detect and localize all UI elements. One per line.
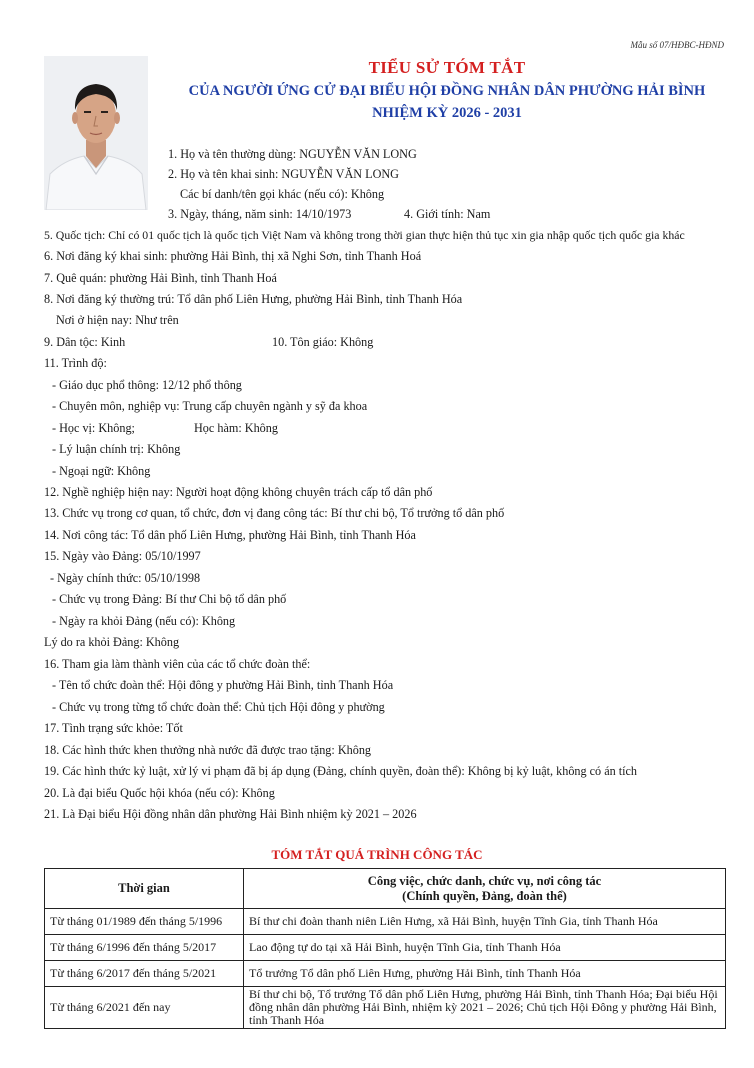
row-work: Bí thư chi đoàn thanh niên Liên Hưng, xã Hải Bình, huyện Tĩnh Gia, tỉnh Thanh Hóa (244, 909, 726, 935)
column-header-work (244, 869, 726, 909)
form-number: Mẫu số 07/HĐBC-HĐND (630, 40, 724, 50)
row-work: Tổ trưởng Tổ dân phố Liên Hưng, phường Hải Bình, tỉnh Thanh Hóa (244, 961, 726, 987)
column-header-work-line2: (Chính quyền, Đảng, đoàn thể) (402, 888, 567, 903)
field-degree: - Học vị: Không; (52, 421, 135, 435)
field-council-delegate: 21. Là Đại biểu Hội đồng nhân dân phường Hải Bình nhiệm kỳ 2021 – 2026 (44, 807, 417, 821)
work-history-table (44, 868, 726, 1029)
field-political-theory: - Lý luận chính trị: Không (52, 442, 181, 456)
field-discipline: 19. Các hình thức kỷ luật, xử lý vi phạm đã bị áp dụng (Đảng, chính quyền, đoàn thể): Không bị kỷ luật, không có án tích (44, 764, 638, 778)
field-academic-title: Học hàm: Không (194, 421, 278, 435)
field-health: 17. Tình trạng sức khỏe: Tốt (44, 721, 183, 735)
field-national-assembly: 20. Là đại biểu Quốc hội khóa (nếu có): Không (44, 786, 275, 800)
table-row (45, 935, 726, 961)
field-education: 11. Trình độ: (44, 356, 107, 370)
row-time: Từ tháng 01/1989 đến tháng 5/1996 (45, 909, 244, 935)
row-time: Từ tháng 6/1996 đến tháng 5/2017 (45, 935, 244, 961)
column-header-work-line1: Công việc, chức danh, chức vụ, nơi công tác (367, 873, 602, 888)
table-row (45, 909, 726, 935)
column-header-time: Thời gian (45, 869, 244, 909)
field-specialty: - Chuyên môn, nghiệp vụ: Trung cấp chuyên ngành y sỹ đa khoa (52, 399, 368, 413)
field-workplace: 14. Nơi công tác: Tổ dân phố Liên Hưng, phường Hải Bình, tỉnh Thanh Hóa (44, 528, 416, 542)
field-birth-registration: 6. Nơi đăng ký khai sinh: phường Hải Bình, thị xã Nghi Sơn, tỉnh Thanh Hoá (44, 249, 422, 263)
document-header (160, 58, 734, 122)
table-row (45, 961, 726, 987)
field-party-leave-reason: Lý do ra khỏi Đảng: Không (44, 635, 180, 649)
field-organization-name: - Tên tổ chức đoàn thể: Hội đông y phường Hải Bình, tỉnh Thanh Hóa (52, 678, 394, 692)
field-nationality: 5. Quốc tịch: Chỉ có 01 quốc tịch là quốc tịch Việt Nam và không trong thời gian thực hiện thủ tục xin gia nhập quốc tịch quốc gia khác (44, 228, 685, 242)
field-occupation: 12. Nghề nghiệp hiện nay: Người hoạt động không chuyên trách cấp tổ dân phố (44, 485, 433, 499)
row-time: Từ tháng 6/2017 đến tháng 5/2021 (45, 961, 244, 987)
field-party-position: - Chức vụ trong Đảng: Bí thư Chi bộ tổ dân phố (52, 592, 287, 606)
field-party-official-date: - Ngày chính thức: 05/10/1998 (50, 571, 201, 585)
field-current-residence: Nơi ở hiện nay: Như trên (56, 313, 179, 327)
field-permanent-residence: 8. Nơi đăng ký thường trú: Tổ dân phố Liên Hưng, phường Hải Bình, tỉnh Thanh Hóa (44, 292, 463, 306)
field-religion: 10. Tôn giáo: Không (272, 335, 374, 349)
field-general-education: - Giáo dục phổ thông: 12/12 phổ thông (52, 378, 242, 392)
field-gender: 4. Giới tính: Nam (404, 207, 491, 221)
field-ethnicity: 9. Dân tộc: Kinh (44, 335, 126, 349)
field-position: 13. Chức vụ trong cơ quan, tổ chức, đơn vị đang công tác: Bí thư chi bộ, Tổ trưởng tổ dân phố (44, 506, 505, 520)
field-party-leave-date: - Ngày ra khỏi Đảng (nếu có): Không (52, 614, 236, 628)
field-organization-position: - Chức vụ trong từng tổ chức đoàn thể: Chủ tịch Hội đông y phường (52, 700, 385, 714)
row-time: Từ tháng 6/2021 đến nay (45, 987, 244, 1029)
work-history-title: TÓM TẮT QUÁ TRÌNH CÔNG TÁC (271, 847, 483, 862)
row-work: Lao động tự do tại xã Hải Bình, huyện Tĩnh Gia, tỉnh Thanh Hóa (244, 935, 726, 961)
candidate-photo (44, 56, 148, 210)
row-work: Bí thư chi bộ, Tổ trưởng Tổ dân phố Liên Hưng, phường Hải Bình, tỉnh Thanh Hóa; Đại biểu Hội đồng nhân dân phường Hải Bình, nhiệm kỳ 2021 – 2026; Chủ tịch Hội Đông y phường Hải Bình, tỉnh Thanh Hóa (244, 987, 726, 1029)
document-term: NHIỆM KỲ 2026 - 2031 (372, 105, 522, 121)
field-date-of-birth: 3. Ngày, tháng, năm sinh: 14/10/1973 (168, 207, 352, 221)
field-organizations: 16. Tham gia làm thành viên của các tổ chức đoàn thể: (44, 657, 311, 671)
field-awards: 18. Các hình thức khen thưởng nhà nước đã được trao tặng: Không (44, 743, 372, 757)
field-aliases: Các bí danh/tên gọi khác (nếu có): Không (180, 187, 385, 201)
field-birth-name: 2. Họ và tên khai sinh: NGUYỄN VĂN LONG (168, 167, 399, 181)
document-title: TIỂU SỬ TÓM TẮT (368, 58, 526, 77)
field-common-name: 1. Họ và tên thường dùng: NGUYỄN VĂN LONG (168, 147, 417, 161)
document-subtitle: CỦA NGƯỜI ỨNG CỬ ĐẠI BIỂU HỘI ĐỒNG NHÂN DÂN PHƯỜNG HẢI BÌNH (188, 83, 706, 99)
field-party-join-date: 15. Ngày vào Đảng: 05/10/1997 (44, 549, 201, 563)
field-hometown: 7. Quê quán: phường Hải Bình, tỉnh Thanh Hoá (44, 271, 277, 285)
field-foreign-language: - Ngoại ngữ: Không (52, 464, 151, 478)
table-row (45, 987, 726, 1029)
